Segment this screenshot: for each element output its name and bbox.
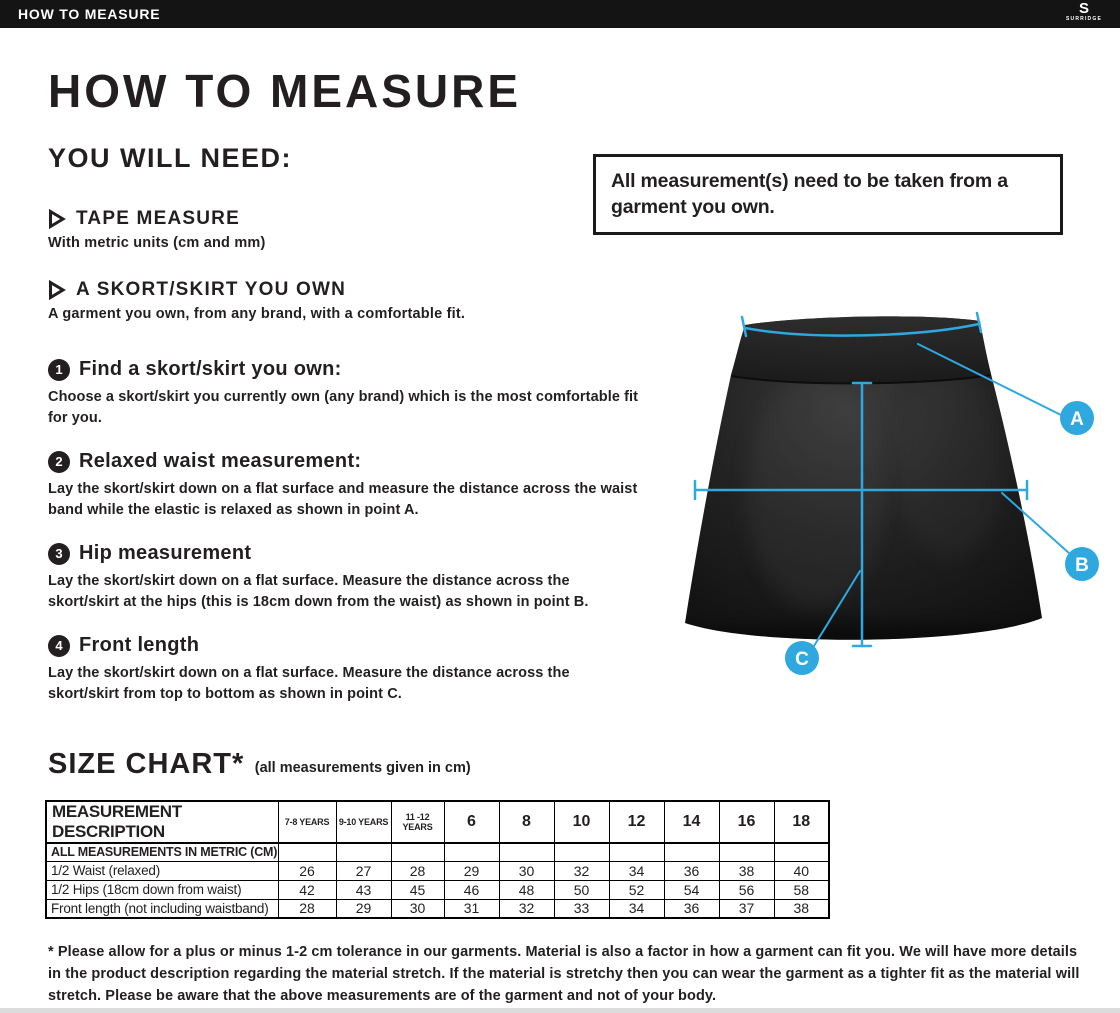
page-title: HOW TO MEASURE bbox=[48, 65, 522, 117]
step-title: Find a skort/skirt you own: bbox=[79, 358, 342, 380]
column-header: 9-10 YEARS bbox=[336, 801, 391, 843]
skirt-diagram-svg bbox=[650, 288, 1120, 708]
table-row bbox=[46, 861, 829, 880]
table-cell: 30 bbox=[499, 861, 554, 880]
point-c-label: C bbox=[795, 649, 809, 670]
table-cell: 27 bbox=[336, 861, 391, 880]
column-header: 12 bbox=[609, 801, 664, 843]
column-header: 6 bbox=[444, 801, 499, 843]
table-cell: 28 bbox=[391, 861, 444, 880]
point-b-label: B bbox=[1075, 555, 1089, 576]
table-cell: 34 bbox=[609, 899, 664, 918]
table-cell: 34 bbox=[609, 861, 664, 880]
step-title: Hip measurement bbox=[79, 542, 252, 565]
table-cell: 29 bbox=[444, 861, 499, 880]
step-desc: Lay the skort/skirt down on a flat surface. Measure the distance across the skort/skirt at the hips (this is 18cm down from the waist) as shown in point B. bbox=[48, 573, 589, 611]
table-cell: 33 bbox=[554, 899, 609, 918]
step-title: Relaxed waist measurement: bbox=[79, 450, 362, 473]
item-title: TAPE MEASURE bbox=[76, 208, 240, 229]
item-desc: With metric units (cm and mm) bbox=[48, 235, 266, 251]
point-a-label: A bbox=[1070, 409, 1084, 430]
step-number-badge: 3 bbox=[48, 543, 70, 565]
tolerance-footnote: * Please allow for a plus or minus 1-2 cm tolerance in our garments. Material is also a factor in how a garment can fit you. We will have more details in the product description regarding the material stretch. If the material is stretchy then you can wear the garment as a tighter fit as the material will stretch. Please be aware that the above measurements are of the garment and not of your body. bbox=[48, 944, 1080, 1004]
metric-note: ALL MEASUREMENTS IN METRIC (CM) bbox=[46, 843, 278, 861]
table-cell: 37 bbox=[719, 899, 774, 918]
table-cell: 42 bbox=[278, 880, 336, 899]
table-cell: 56 bbox=[719, 880, 774, 899]
table-cell: 38 bbox=[719, 861, 774, 880]
play-triangle-icon bbox=[48, 209, 66, 229]
column-header: 16 bbox=[719, 801, 774, 843]
bottom-strip bbox=[0, 1008, 1120, 1013]
step-3 bbox=[48, 542, 648, 613]
table-cell: 52 bbox=[609, 880, 664, 899]
column-header: 7-8 YEARS bbox=[278, 801, 336, 843]
size-chart-subtitle: (all measurements given in cm) bbox=[254, 760, 471, 776]
list-item-skort-skirt bbox=[48, 279, 588, 322]
column-header: 8 bbox=[499, 801, 554, 843]
skirt-measurement-diagram bbox=[650, 288, 1120, 708]
surridge-logo-s-icon: S bbox=[1078, 0, 1089, 17]
column-header: 14 bbox=[664, 801, 719, 843]
column-header: 10 bbox=[554, 801, 609, 843]
table-cell: 31 bbox=[444, 899, 499, 918]
step-number-badge: 1 bbox=[48, 359, 70, 381]
steps-section bbox=[48, 358, 648, 726]
top-bar bbox=[0, 0, 1120, 28]
size-chart-heading bbox=[48, 748, 471, 781]
step-number-badge: 4 bbox=[48, 635, 70, 657]
table-cell: 29 bbox=[336, 899, 391, 918]
skirt-waistband bbox=[731, 316, 991, 383]
size-table-body bbox=[46, 843, 829, 918]
step-4 bbox=[48, 634, 648, 705]
size-chart-table bbox=[45, 800, 830, 919]
step-number-badge: 2 bbox=[48, 451, 70, 473]
you-will-need-section bbox=[48, 143, 588, 350]
table-cell: 48 bbox=[499, 880, 554, 899]
table-cell: 32 bbox=[499, 899, 554, 918]
you-will-need-heading: YOU WILL NEED: bbox=[48, 143, 293, 173]
table-cell: 40 bbox=[774, 861, 829, 880]
table-cell: 46 bbox=[444, 880, 499, 899]
table-cell: 30 bbox=[391, 899, 444, 918]
table-cell: 38 bbox=[774, 899, 829, 918]
table-row bbox=[46, 899, 829, 918]
item-desc: A garment you own, from any brand, with a comfortable fit. bbox=[48, 306, 466, 322]
table-cell: 45 bbox=[391, 880, 444, 899]
column-header: 11 -12 YEARS bbox=[391, 801, 444, 843]
table-cell: 50 bbox=[554, 880, 609, 899]
column-header: MEASUREMENT DESCRIPTION bbox=[46, 801, 278, 843]
item-title: A SKORT/SKIRT YOU OWN bbox=[76, 279, 347, 300]
list-item-tape-measure bbox=[48, 208, 588, 251]
step-2 bbox=[48, 450, 648, 521]
table-cell: 32 bbox=[554, 861, 609, 880]
metric-note-row bbox=[46, 843, 829, 861]
column-header: 18 bbox=[774, 801, 829, 843]
table-cell: 58 bbox=[774, 880, 829, 899]
row-label: Front length (not including waistband) bbox=[46, 899, 278, 918]
table-cell: 43 bbox=[336, 880, 391, 899]
step-title: Front length bbox=[79, 634, 200, 657]
table-cell: 54 bbox=[664, 880, 719, 899]
table-cell: 28 bbox=[278, 899, 336, 918]
table-cell: 26 bbox=[278, 861, 336, 880]
row-label: 1/2 Waist (relaxed) bbox=[46, 861, 278, 880]
table-cell: 36 bbox=[664, 861, 719, 880]
notice-box: All measurement(s) need to be taken from a garment you own. bbox=[593, 154, 1063, 235]
table-header-row bbox=[46, 801, 829, 843]
step-desc: Choose a skort/skirt you currently own (any brand) which is the most comfortable fit for you. bbox=[48, 389, 639, 427]
table-row bbox=[46, 880, 829, 899]
table-cell: 36 bbox=[664, 899, 719, 918]
step-1 bbox=[48, 358, 648, 429]
size-chart-title: SIZE CHART* bbox=[48, 748, 245, 780]
top-bar-title: HOW TO MEASURE bbox=[18, 6, 161, 22]
step-desc: Lay the skort/skirt down on a flat surface and measure the distance across the waist band while the elastic is relaxed as shown in point A. bbox=[48, 481, 638, 519]
row-label: 1/2 Hips (18cm down from waist) bbox=[46, 880, 278, 899]
step-desc: Lay the skort/skirt down on a flat surface. Measure the distance across the skort/skirt from top to bottom as shown in point C. bbox=[48, 665, 570, 703]
surridge-logo bbox=[1058, 1, 1110, 22]
play-triangle-icon bbox=[48, 280, 66, 300]
surridge-logo-name: SURRIDGE bbox=[1066, 16, 1102, 22]
